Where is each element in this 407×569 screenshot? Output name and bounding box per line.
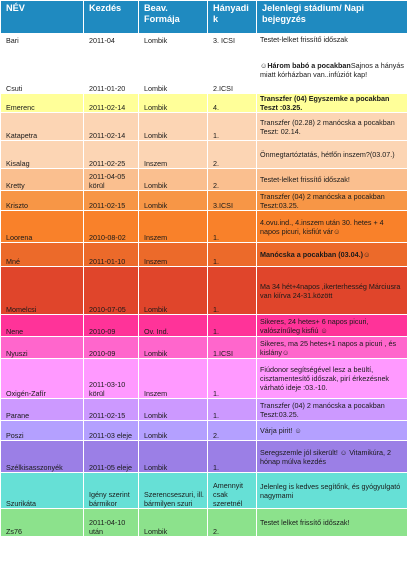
table-row	[1, 359, 407, 399]
cell-start: 2011-01-20	[84, 46, 139, 94]
cell-name: Parane	[1, 399, 84, 421]
cell-start: 2010-09	[84, 315, 139, 337]
cell-attempt: 3.ICSI	[208, 191, 257, 211]
cell-attempt: 1.	[208, 441, 257, 473]
cell-name: Kretty	[1, 169, 84, 191]
cell-name: Nyuszi	[1, 337, 84, 359]
status-bold-text: Transzfer (04) Egyszemke a pocakban Teszt :03.25.	[260, 94, 390, 112]
cell-attempt: 1.	[208, 243, 257, 267]
cell-start: 2010-07-05	[84, 267, 139, 315]
cell-attempt: 2.	[208, 169, 257, 191]
cell-start: 2011-04	[84, 34, 139, 46]
cell-status	[257, 441, 407, 473]
cell-start: 2011-05 eleje	[84, 441, 139, 473]
cell-name: Szurikáta	[1, 473, 84, 509]
status-text: Testet lelket frissítő időszak!	[260, 518, 350, 527]
header-hanyadik: Hányadik	[208, 1, 257, 34]
cell-attempt: Amennyit csak szeretnél	[208, 473, 257, 509]
cell-status	[257, 473, 407, 509]
table-row	[1, 243, 407, 267]
cell-name: Mné	[1, 243, 84, 267]
header-beav: Beav. Formája	[139, 1, 208, 34]
cell-treatment: Inszem	[139, 359, 208, 399]
cell-start: 2011-02-15	[84, 399, 139, 421]
cell-treatment: Lombik	[139, 46, 208, 94]
cell-start: 2011-02-14	[84, 94, 139, 113]
table-row	[1, 169, 407, 191]
cell-attempt: 1.ICSI	[208, 337, 257, 359]
cell-status	[257, 337, 407, 359]
cell-start: 2011-02-25	[84, 141, 139, 169]
cell-start: 2011-04-10 után	[84, 509, 139, 537]
status-text: Sajnos a hányás miatt kórházban van..infúziót kap!	[260, 60, 404, 79]
table-row	[1, 315, 407, 337]
status-text: Ma 34 hét+4napos ,ikerterhesség Márciusra van kiírva 24-31.között	[260, 281, 401, 300]
status-text: Testet-lelket frissítő időszak!	[260, 175, 350, 184]
status-text: Sikeres, ma 25 hetes+1 napos a picuri , és kislány☺	[260, 338, 397, 357]
cell-treatment: Lombik	[139, 441, 208, 473]
cell-status	[257, 113, 407, 141]
cell-status	[257, 359, 407, 399]
table-row	[1, 441, 407, 473]
cell-status	[257, 46, 407, 94]
cell-start: 2011-04-05 körül	[84, 169, 139, 191]
cell-start: 2010-09	[84, 337, 139, 359]
cell-status	[257, 267, 407, 315]
cell-treatment: Lombik	[139, 421, 208, 441]
cell-name: Kisalag	[1, 141, 84, 169]
cell-status	[257, 191, 407, 211]
cell-name: Bari	[1, 34, 84, 46]
cell-attempt: 2.	[208, 509, 257, 537]
cell-name: Momelcsi	[1, 267, 84, 315]
cell-treatment: Lombik	[139, 399, 208, 421]
cell-attempt: 2.	[208, 421, 257, 441]
cell-name: Csuti	[1, 46, 84, 94]
cell-start: 2011-02-15	[84, 191, 139, 211]
table-row	[1, 473, 407, 509]
status-bold-text: ☺Három babó a pocakban	[260, 60, 351, 70]
cell-status	[257, 94, 407, 113]
cell-name: Szélkisasszonyék	[1, 441, 84, 473]
cell-attempt: 1.	[208, 211, 257, 243]
cell-attempt: 1.	[208, 315, 257, 337]
table-row	[1, 399, 407, 421]
status-text: Sikeres, 24 hetes+ 6 napos picuri, valószínűleg kisfiú ☺	[260, 316, 369, 335]
cell-attempt: 2.	[208, 141, 257, 169]
cell-attempt: 2.ICSI	[208, 46, 257, 94]
cell-attempt: 1.	[208, 359, 257, 399]
cell-status	[257, 243, 407, 267]
cell-name: Kriszto	[1, 191, 84, 211]
cell-name: Oxigén-Zafír	[1, 359, 84, 399]
cell-attempt: 1.	[208, 113, 257, 141]
cell-attempt: 1.	[208, 399, 257, 421]
cell-start: 2011-03 eleje	[84, 421, 139, 441]
cell-treatment: Lombik	[139, 113, 208, 141]
header-stadium: Jelenlegi stádium/ Napi bejegyzés	[257, 1, 407, 34]
table-row	[1, 267, 407, 315]
cell-start: 2010-08-02	[84, 211, 139, 243]
cell-treatment: Ov. Ind.	[139, 315, 208, 337]
cell-treatment: Lombik	[139, 191, 208, 211]
cell-treatment: Lombik	[139, 509, 208, 537]
status-text: Seregszemle jól sikerült! ☺ Vitamikúra, 2 hónap múlva kezdés	[260, 447, 392, 466]
cell-attempt: 1.	[208, 267, 257, 315]
cell-status	[257, 399, 407, 421]
cell-status	[257, 141, 407, 169]
cell-treatment: Lombik	[139, 169, 208, 191]
status-text: Transzfer (04) 2 manócska a pocakban Teszt:03.25.	[260, 191, 385, 210]
cell-name: Loorena	[1, 211, 84, 243]
table-row	[1, 46, 407, 94]
cell-status	[257, 509, 407, 537]
cell-treatment: Lombik	[139, 337, 208, 359]
cell-start: Igény szerint bármikor	[84, 473, 139, 509]
cell-attempt: 4.	[208, 94, 257, 113]
status-text: 4.ovu.ind., 4.inszem után 30. hetes + 4 napos picuri, kisfiút vár☺	[260, 217, 384, 236]
cell-status	[257, 315, 407, 337]
cell-start: 2011-02-14	[84, 113, 139, 141]
cell-treatment: Inszem	[139, 243, 208, 267]
table-row	[1, 509, 407, 537]
cell-start: 2011-03-10 körül	[84, 359, 139, 399]
header-row	[1, 1, 407, 34]
cell-name: Katapetra	[1, 113, 84, 141]
status-text: Testet-lelket frissítő időszak	[260, 35, 348, 44]
cell-treatment: Lombik	[139, 34, 208, 46]
table-row	[1, 94, 407, 113]
table-row	[1, 337, 407, 359]
cell-status	[257, 211, 407, 243]
cell-status	[257, 421, 407, 441]
cell-treatment: Inszem	[139, 211, 208, 243]
status-text: Transzfer (04) 2 manócska a pocakban Teszt:03.25.	[260, 400, 385, 419]
cell-treatment: Inszem	[139, 141, 208, 169]
status-text: Önmegtartóztatás, hétfőn inszem?(03.07.)	[260, 150, 395, 159]
cell-status	[257, 34, 407, 46]
table-row	[1, 141, 407, 169]
cell-name: Nene	[1, 315, 84, 337]
cell-name: Poszi	[1, 421, 84, 441]
cell-treatment: Lombik	[139, 94, 208, 113]
cell-name: Zs76	[1, 509, 84, 537]
status-text: Transzfer (02.28) 2 manócska a pocakban Teszt: 02.14.	[260, 117, 395, 136]
cell-status	[257, 169, 407, 191]
table-row	[1, 211, 407, 243]
status-text: Fiúdonor segítségével lesz a beültí, cisztamentesítő időszak, pirí érkezésnek várható ideje :03.-10.	[260, 365, 390, 392]
status-text: Várja pirit! ☺	[260, 426, 302, 435]
table-row	[1, 34, 407, 46]
cell-treatment: Lombik	[139, 267, 208, 315]
cell-treatment: Szerencseszuri, ill. bármilyen szuri	[139, 473, 208, 509]
table-row	[1, 421, 407, 441]
status-bold-text: Manócska a pocakban (03.04.)☺	[260, 250, 371, 259]
header-nev: NÉV	[1, 1, 84, 34]
cell-attempt: 3. ICSI	[208, 34, 257, 46]
header-kezdes: Kezdés	[84, 1, 139, 34]
cell-start: 2011-01-10	[84, 243, 139, 267]
table-row	[1, 191, 407, 211]
cell-name: Emerenc	[1, 94, 84, 113]
table-row	[1, 113, 407, 141]
status-text: Jelenleg is kedves segítőnk, és gyógyulgató nagymami	[260, 481, 401, 500]
